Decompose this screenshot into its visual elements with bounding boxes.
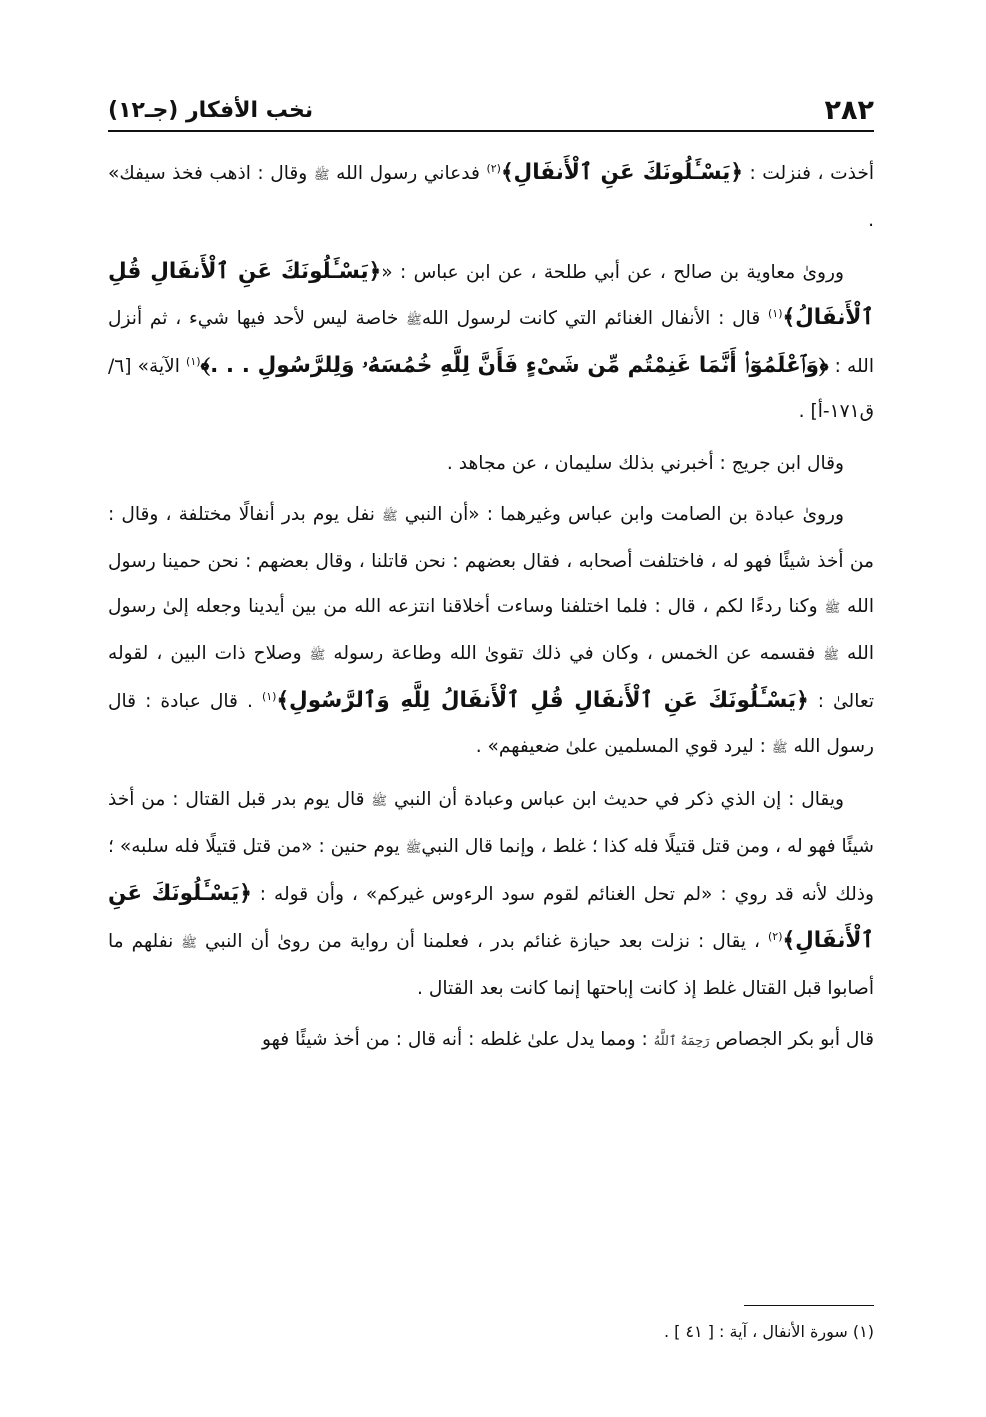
- text-span: قال أبو بكر الجصاص: [709, 1028, 874, 1050]
- paragraph-6: [108, 1017, 874, 1064]
- honorific-glyph: ﷺ: [371, 794, 388, 810]
- text-span: فدعاني رسول الله: [329, 163, 487, 184]
- quran-verse: ﴿وَٱعْلَمُوٓا۟ أَنَّمَا غَنِمْتُم مِّن شَىْءٍ فَأَنَّ لِلَّهِ خُمُسَهُۥ وَلِلرَّسُولِ . . .﴾: [200, 353, 829, 379]
- footnote-ref: (٢): [768, 929, 783, 943]
- text-span: وروىٰ عبادة بن الصامت وابن عباس وغيرهما : «أن النبي: [397, 503, 844, 525]
- text-span: وصلاح ذات البين ، لقوله تعالىٰ :: [108, 642, 875, 713]
- quran-verse: ﴿يَسْـَٔلُونَكَ عَنِ ٱلْأَنفَالِ﴾: [500, 160, 743, 185]
- paragraph-1: [108, 150, 874, 243]
- honorific-glyph: ﷺ: [181, 935, 197, 951]
- paragraph-4: [108, 492, 874, 772]
- footnote-rule: [744, 1305, 874, 1306]
- footnote: (١) سورة الأنفال ، آية : [ ٤١ ] .: [663, 1322, 874, 1341]
- honorific-glyph: ﷺ: [382, 508, 398, 524]
- text-span: وقال ابن جريج : أخبرني بذلك سليمان ، عن مجاهد .: [446, 452, 844, 474]
- honorific-glyph: ﷺ: [824, 600, 841, 616]
- text-span: وقال : اذهب فخذ سيفك» .: [108, 163, 874, 232]
- header-rule: [108, 130, 874, 132]
- paragraph-5: [108, 777, 874, 1010]
- footnote-ref: (٢): [486, 162, 501, 175]
- honorific-glyph: ﷺ: [823, 647, 839, 663]
- text-span: . قال عبادة : قال رسول الله: [108, 691, 874, 758]
- quran-verse: ﴿يَسْـَٔلُونَكَ عَنِ ٱلْأَنفَالِ﴾: [108, 881, 874, 953]
- text-span: خاصة ليس لأحد فيها شيء ، ثم أنزل الله :: [108, 308, 875, 378]
- text-span: : ومما يدل علىٰ غلطه : أنه قال : من أخذ شيئًا فهو: [262, 1028, 654, 1050]
- text-span: الآية» [٦/ ق١٧١-أ] .: [108, 356, 874, 423]
- footnote-ref: (١): [186, 355, 201, 369]
- text-span: وروىٰ معاوية بن صالح ، عن أبي طلحة ، عن ابن عباس : «: [381, 262, 844, 284]
- paragraph-2: [108, 249, 874, 434]
- text-span: يوم حنين : «من قتل قتيلًا فله سلبه» ؛ وذلك لأنه قد روي : «لم تحل الغنائم لقوم سود الرءوس غيركم» ، وأن قوله :: [108, 836, 874, 906]
- running-title: نخب الأفكار (جـ١٢): [108, 98, 314, 123]
- footnote-ref: (١): [768, 307, 783, 321]
- honorific-glyph: رَحِمَهُ ٱللَّهُ: [653, 1033, 710, 1049]
- quran-verse: ﴿يَسْـَٔلُونَكَ عَنِ ٱلْأَنفَالِ قُلِ ٱلْأَنفَالُ﴾: [108, 259, 874, 331]
- honorific-glyph: ﷺ: [309, 647, 326, 663]
- page-header: [108, 84, 874, 130]
- text-span: نفل يوم بدر أنفالًا مختلفة ، وقال : من أخذ شيئًا فهو له ، فاختلفت أصحابه ، فقال بعضهم : نحن قاتلنا ، وقال بعضهم : نحن حمينا رسول الله: [108, 503, 874, 617]
- honorific-glyph: ﷺ: [313, 168, 330, 183]
- text-span: قال يوم بدر قبل القتال : من أخذ شيئًا فهو له ، ومن قتل قتيلًا فله كذا ؛ غلط ، وإنما قال النبي: [108, 789, 874, 858]
- text-span: قال : الأنفال الغنائم التي كانت لرسول الله: [421, 308, 768, 330]
- main-text: [108, 150, 874, 1070]
- text-span: فقسمه عن الخمس ، وكان في ذلك تقوىٰ الله وطاعة رسوله: [325, 642, 824, 664]
- footnote-ref: (١): [261, 690, 277, 704]
- text-span: أخذت ، فنزلت :: [742, 163, 874, 184]
- quran-verse: ﴿يَسْـَٔلُونَكَ عَنِ ٱلْأَنفَالِ قُلِ ٱلْأَنفَالُ لِلَّهِ وَٱلرَّسُولِ﴾: [276, 688, 809, 714]
- text-span: وكنا ردءًا لكم ، قال : فلما اختلفنا وساءت أخلاقنا انتزعه الله من بين أيدينا وجعله إلىٰ رسول الله: [108, 595, 874, 664]
- honorific-glyph: ﷺ: [405, 841, 422, 857]
- paragraph-3: [108, 441, 874, 486]
- text-span: : ليرد قوي المسلمين علىٰ ضعيفهم» .: [475, 736, 772, 758]
- text-span: ، يقال : نزلت بعد حيازة غنائم بدر ، فعلمنا أن رواية من روىٰ أن النبي: [196, 930, 768, 952]
- text-span: نفلهم ما أصابوا قبل القتال غلط إذ كانت إباحتها إنما كانت بعد القتال .: [108, 930, 874, 999]
- honorific-glyph: ﷺ: [771, 741, 788, 757]
- page-number: ٢٨٢: [824, 95, 874, 126]
- text-span: ويقال : إن الذي ذكر في حديث ابن عباس وعبادة أن النبي: [387, 789, 844, 811]
- honorific-glyph: ﷺ: [406, 313, 422, 329]
